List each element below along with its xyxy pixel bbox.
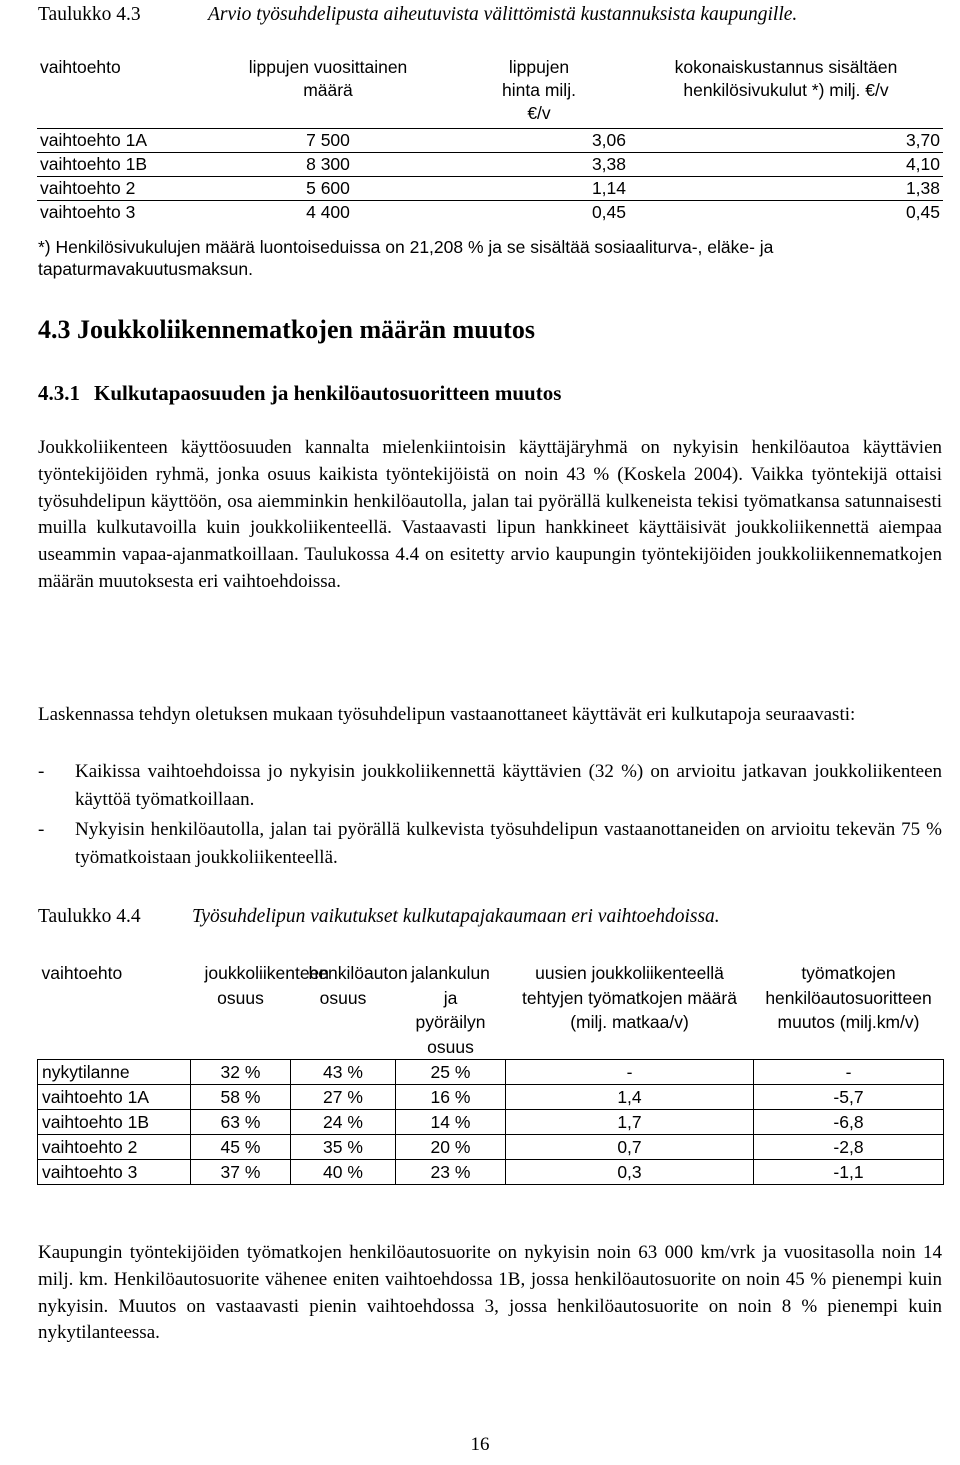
table-cell-new-trips: 0,3	[506, 1160, 754, 1185]
table-row	[37, 129, 943, 153]
table-cell-car-km-change: -6,8	[754, 1110, 944, 1135]
table-cell-car-share: 35 %	[291, 1135, 396, 1160]
table-cell-walk-bike-share: 20 %	[396, 1135, 506, 1160]
table-cell-new-trips: 1,7	[506, 1110, 754, 1135]
table-row	[37, 153, 943, 177]
table-cell-car-km-change: -2,8	[754, 1135, 944, 1160]
table-cell-option: vaihtoehto 1A	[37, 129, 207, 153]
table-row	[38, 1160, 944, 1185]
table-cell-price: 3,06	[449, 129, 629, 153]
table-row	[38, 1135, 944, 1160]
table-cell-walk-bike-share: 14 %	[396, 1110, 506, 1135]
table-cell-option: vaihtoehto 2	[38, 1135, 191, 1160]
table-cell-count: 5 600	[207, 177, 449, 201]
table-cell-count: 4 400	[207, 201, 449, 225]
table-4-4-caption-text: Työsuhdelipun vaikutukset kulkutapajakaumaan eri vaihtoehdoissa.	[192, 906, 720, 927]
page-number: 16	[470, 1434, 490, 1455]
table-cell-car-km-change: -	[754, 1060, 944, 1085]
subsection-number: 4.3.1	[38, 381, 80, 405]
list-item-text: Kaikissa vaihtoehdoissa jo nykyisin joukkoliikennettä käyttävien (32 %) on arvioitu jatkavan joukkoliikenteen käyttöä työmatkoillaan.	[75, 761, 942, 810]
table-cell-option: vaihtoehto 1B	[37, 153, 207, 177]
table-4-4-header-car-share: henkilöauton osuus	[291, 960, 396, 1060]
table-cell-walk-bike-share: 23 %	[396, 1160, 506, 1185]
table-cell-new-trips: -	[506, 1060, 754, 1085]
table-cell-total: 0,45	[629, 201, 943, 225]
table-4-3	[37, 56, 943, 224]
section-heading: 4.3 Joukkoliikennematkojen määrän muutos	[38, 315, 535, 344]
table-cell-option: vaihtoehto 2	[37, 177, 207, 201]
table-cell-car-km-change: -5,7	[754, 1085, 944, 1110]
table-cell-new-trips: 0,7	[506, 1135, 754, 1160]
paragraph-2: Laskennassa tehdyn oletuksen mukaan työsuhdelipun vastaanottaneet käyttävät eri kulkutapoja seuraavasti:	[38, 704, 856, 725]
table-cell-car-km-change: -1,1	[754, 1160, 944, 1185]
table-cell-option: nykytilanne	[38, 1060, 191, 1085]
table-cell-option: vaihtoehto 1A	[38, 1085, 191, 1110]
table-4-4-header-option: vaihtoehto	[38, 960, 191, 1060]
table-4-3-footnote: *) Henkilösivukulujen määrä luontoiseduissa on 21,208 % ja se sisältää sosiaaliturva-, eläke- ja tapaturmavakuutusmaksun.	[38, 237, 774, 279]
table-cell-transit-share: 32 %	[191, 1060, 291, 1085]
table-row	[37, 201, 943, 225]
table-cell-option: vaihtoehto 1B	[38, 1110, 191, 1135]
paragraph-1: Joukkoliikenteen käyttöosuuden kannalta mielenkiintoisin käyttäjäryhmä on nykyisin henkilöautoa käyttävien työntekijöiden ryhmä, jonka osuus kaikista työntekijöistä on noin 43 % (Koskela 2004). Vaikka työntekijä ottaisi työsuhdelipun käyttöön, osa aiemminkin henkilöautolla, jalan tai pyörällä kulkeneista tekisi työmatkansa satunnaisesti muilla kulkutavoilla kuin joukkoliikenteellä. Vastaavasti lipun hankkineet käyttäisivät joukkoliikennettä aiempaa useammin vapaa-ajanmatkoillaan. Taulukossa 4.4 on esitetty arvio kaupungin työntekijöiden joukkoliikennematkojen määrän muutoksesta eri vaihtoehdoissa.	[38, 437, 942, 592]
table-cell-transit-share: 45 %	[191, 1135, 291, 1160]
table-cell-car-share: 43 %	[291, 1060, 396, 1085]
table-cell-total: 1,38	[629, 177, 943, 201]
table-cell-walk-bike-share: 16 %	[396, 1085, 506, 1110]
table-cell-transit-share: 63 %	[191, 1110, 291, 1135]
table-cell-car-share: 24 %	[291, 1110, 396, 1135]
table-row	[38, 1085, 944, 1110]
table-cell-price: 3,38	[449, 153, 629, 177]
subsection-title: Kulkutapaosuuden ja henkilöautosuoritteen muutos	[94, 381, 562, 405]
table-4-4-header-walk-bike-share: jalankulun ja pyöräilyn osuus	[396, 960, 506, 1060]
table-4-3-header-row	[37, 56, 943, 129]
table-row	[37, 177, 943, 201]
table-cell-new-trips: 1,4	[506, 1085, 754, 1110]
table-cell-count: 8 300	[207, 153, 449, 177]
table-cell-car-share: 27 %	[291, 1085, 396, 1110]
table-4-4	[37, 960, 944, 1185]
table-4-3-header-count: lippujen vuosittainen määrä	[248, 57, 408, 100]
table-4-3-caption-text: Arvio työsuhdelipusta aiheutuvista välittömistä kustannuksista kaupungille.	[208, 4, 798, 25]
table-4-4-header-transit-share: joukkoliikenteen osuus	[191, 960, 291, 1060]
paragraph-3: Kaupungin työntekijöiden työmatkojen henkilöautosuorite on nykyisin noin 63 000 km/vrk ja vuositasolla noin 14 milj. km. Henkilöautosuorite vähenee eniten vaihtoehdossa 1B, jossa henkilöautosuorite on noin 45 % pienempi kuin nykyisin. Muutos on vastaavasti pienin vaihtoehdossa 3, jossa henkilöautosuorite on noin 8 % pienempi kuin nykytilanteessa.	[38, 1242, 942, 1344]
list-dash: -	[38, 761, 45, 782]
table-cell-price: 1,14	[449, 177, 629, 201]
table-cell-transit-share: 58 %	[191, 1085, 291, 1110]
table-4-3-header-option: vaihtoehto	[40, 57, 121, 77]
table-row	[38, 1060, 944, 1085]
table-4-4-header-car-km-change: työmatkojen henkilöautosuoritteen muutos (milj.km/v)	[754, 960, 944, 1060]
table-4-4-caption-number: Taulukko 4.4	[38, 906, 141, 927]
table-4-3-header-total: kokonaiskustannus sisältäen henkilösivukulut *) milj. €/v	[674, 57, 898, 100]
table-cell-option: vaihtoehto 3	[37, 201, 207, 225]
table-row	[38, 1110, 944, 1135]
table-cell-price: 0,45	[449, 201, 629, 225]
list-dash: -	[38, 819, 45, 840]
table-cell-car-share: 40 %	[291, 1160, 396, 1185]
table-4-4-header-row	[38, 960, 944, 1060]
table-cell-count: 7 500	[207, 129, 449, 153]
table-4-3-caption-number: Taulukko 4.3	[38, 4, 141, 25]
table-cell-total: 3,70	[629, 129, 943, 153]
table-cell-transit-share: 37 %	[191, 1160, 291, 1185]
table-4-3-header-price: lippujen hinta milj. €/v	[502, 57, 576, 123]
table-cell-total: 4,10	[629, 153, 943, 177]
table-4-4-header-new-trips: uusien joukkoliikenteellä tehtyjen työmatkojen määrä (milj. matkaa/v)	[506, 960, 754, 1060]
table-cell-walk-bike-share: 25 %	[396, 1060, 506, 1085]
table-cell-option: vaihtoehto 3	[38, 1160, 191, 1185]
list-item-text: Nykyisin henkilöautolla, jalan tai pyörällä kulkevista työsuhdelipun vastaanottaneiden on arvioitu tekevän 75 % työmatkoistaan joukkoliikenteellä.	[75, 819, 942, 868]
